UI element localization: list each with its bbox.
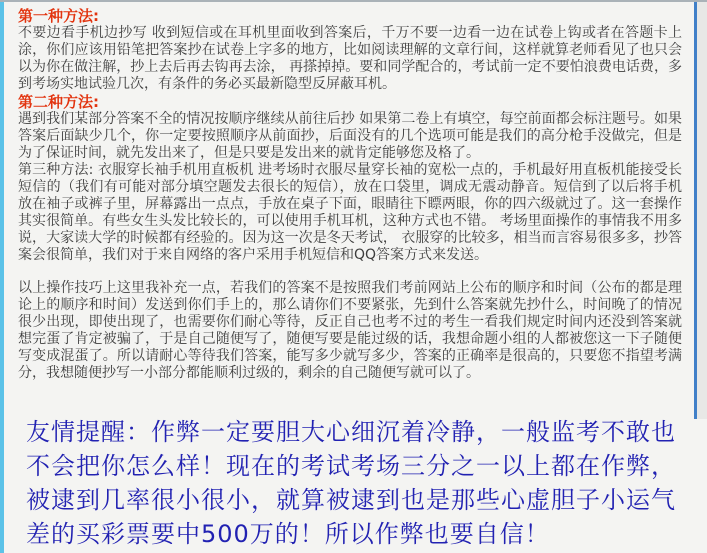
section1-body: 不要边看手机边抄写 收到短信或在耳机里面收到答案后，千万不要一边看一边在试卷上钩或者在答题卡上涂，你们应该用铅笔把答案抄在试卷上字多的地方，比如阅读理解的文章行间，这样就算老师看见了也只会以为你在做注解，抄上去后再去钩再去涂， 再搽掉掉。要和同学配合的，考试前一定不要怕浪费电话费，多到考场实地试验几次，有条件的务必买最新隐型反屏蔽耳机。 — [18, 25, 682, 92]
right-rail — [697, 2, 707, 419]
section2-header: 第二种方法: — [18, 93, 99, 111]
section2-body: 遇到我们某部分答案不全的情况按顺序继续从前往后抄 如果第二卷上有填空，每空前面都会标注题号。如果答案后面缺少几个，你一定要按照顺序从前面抄，后面没有的几个选项可能是我们的高分枪手没做完，但是为了保证时间，就先发出来了，但是只要是发出来的就肯定能够您及格了。 — [18, 111, 682, 161]
section1-header: 第一种方法: — [18, 7, 99, 25]
section3-body: 第三种方法: 衣服穿长袖手机用直板机 进考场时衣服尽量穿长袖的宽松一点的，手机最好用直板机能接受长短信的（我们有可能对部分填空题发去很长的短信），放在口袋里，调成无震动静音。短信到了以后将手机放在袖子或裤子里，屏幕露出一点点，手放在桌子下面，眼睛往下瞟两眼，你的四六级就过了。这一套操作其实很简单。有些女生头发比较长的，可以使用手机耳机，这种方式也不错。 考场里面操作的事情我不用多说，大家读大学的时候都有经验的。因为这一次是冬天考试， 衣服穿的比较多，相当而言容易很多多，抄答案会很简单，我们对于来自网络的客户采用手机短信和QQ答案方式来发送。 — [18, 162, 682, 263]
supplement-paragraph: 以上操作技巧上这里我补充一点，若我们的答案不是按照我们考前网站上公布的顺序和时间（公布的都是理论上的顺序和时间）发送到你们手上的，那么请你们不要紧张，先到什么答案就先抄什么，时间晚了的情况很少出现，即使出现了，也需要你们耐心等待，反正自己也考不过的考生一看我们规定时间内还没到答案就想完蛋了肯定被骗了，于是自己随便写了，随便写要是能过级的话，我想命题小组的人都被您这一下子随便写变成混蛋了。所以请耐心等待我们答案，能写多少就写多少，答案的正确率是很高的，只要您不指望考满分，我想随便抄写一小部分都能顺利过级的，剩余的自己随便写就可以了。 — [18, 280, 682, 381]
main-text-box — [4, 2, 697, 419]
friendly-reminder: 友情提醒：作弊一定要胆大心细沉着冷静，一般监考不敢也不会把你怎么样！现在的考试考场三分之一以上都在作弊，被逮到几率很小很小，就算被逮到也是那些心虚胆子小运气差的买彩票要中500万的！所以作弊也要自信！ — [26, 418, 676, 548]
